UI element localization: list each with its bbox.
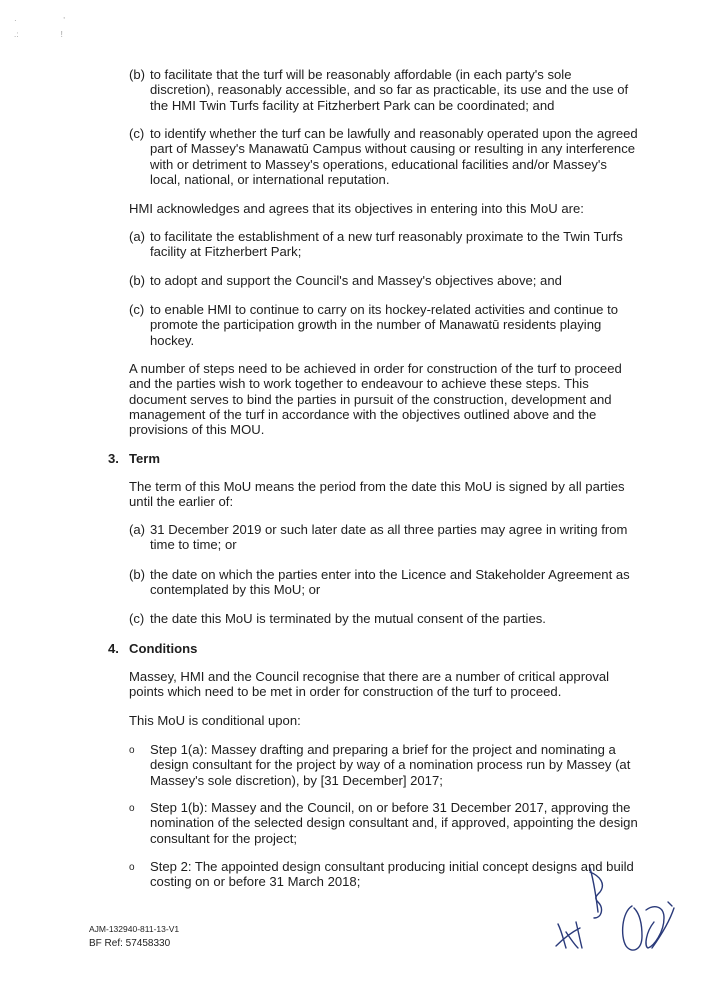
footer-bf-ref: BF Ref: 57458330 bbox=[89, 938, 171, 949]
section-number: 3. bbox=[108, 451, 119, 466]
paragraph-hmi-intro: HMI acknowledges and agrees that its objectives in entering into this MoU are: bbox=[129, 201, 584, 216]
list-item-label: (b) bbox=[129, 273, 146, 288]
handwritten-initials-signature bbox=[550, 862, 680, 962]
list-item-text: to facilitate the establishment of a new turf reasonably proximate to the Twin Turfs facility at Fitzherbert Park; bbox=[150, 229, 623, 260]
paragraph-steps: A number of steps need to be achieved in order for construction of the turf to proceed and the parties wish to work together to endeavour to achieve these steps. This document serves to bind the parties in pursuit of the construction, development and management of the turf in accordance with the objectives outlined above and the provisions of this MOU. bbox=[129, 361, 622, 438]
section-number: 4. bbox=[108, 641, 119, 656]
bullet-marker: o bbox=[129, 745, 135, 756]
section-title: Term bbox=[129, 451, 161, 466]
list-item-text: to adopt and support the Council's and Massey's objectives above; and bbox=[150, 273, 562, 288]
list-item-text: to enable HMI to continue to carry on its hockey-related activities and continue to promote the participation growth in the number of Manawatū residents playing hockey. bbox=[150, 302, 618, 348]
list-item-label: (b) bbox=[129, 67, 146, 82]
scan-artifact: · ' .: ! bbox=[14, 16, 65, 39]
bullet-text: Step 1(b): Massey and the Council, on or before 31 December 2017, approving the nomination of the selected design consultant and, if approved, appointing the design consultant for the project; bbox=[150, 800, 638, 846]
list-item-text: to identify whether the turf can be lawfully and reasonably operated upon the agreed part of Massey's Manawatū Campus without causing or resulting in any interference with or detriment to Massey's operations, educational facilities and/or Massey's local, national, or international reputation. bbox=[150, 126, 638, 187]
list-item-label: (c) bbox=[129, 302, 145, 317]
paragraph-conditional: This MoU is conditional upon: bbox=[129, 713, 301, 728]
list-item-label: (a) bbox=[129, 522, 146, 537]
list-item-text: to facilitate that the turf will be reasonably affordable (in each party's sole discretion), reasonably accessible, and so far as practicable, its use and the use of the HMI Twin Turfs facility at Fitzherbert Park can be coordinated; and bbox=[150, 67, 629, 113]
list-item-label: (a) bbox=[129, 229, 146, 244]
list-item-text: 31 December 2019 or such later date as all three parties may agree in writing from time to time; or bbox=[150, 522, 628, 553]
paragraph-conditions-intro: Massey, HMI and the Council recognise that there are a number of critical approval points which need to be met in order for construction of the turf to proceed. bbox=[129, 669, 610, 700]
list-item-text: the date this MoU is terminated by the mutual consent of the parties. bbox=[150, 611, 546, 626]
section-heading-term bbox=[108, 451, 160, 466]
section-heading-conditions bbox=[108, 641, 197, 656]
list-item-label: (c) bbox=[129, 611, 145, 626]
footer-doc-ref: AJM-132940-811-13-V1 bbox=[89, 924, 180, 934]
bullet-text: Step 1(a): Massey drafting and preparing a brief for the project and nominating a design consultant for the project by way of a nomination process run by Massey (at Massey's sole discretion), by [31 December] 2017; bbox=[150, 742, 631, 788]
section-title: Conditions bbox=[129, 641, 198, 656]
bullet-marker: o bbox=[129, 862, 135, 873]
paragraph-term-intro: The term of this MoU means the period from the date this MoU is signed by all parties until the earlier of: bbox=[129, 479, 625, 510]
bullet-marker: o bbox=[129, 803, 135, 814]
bullet-text: Step 2: The appointed design consultant producing initial concept designs and build costing on or before 31 March 2018; bbox=[150, 859, 634, 890]
list-item-label: (b) bbox=[129, 567, 146, 582]
list-item-text: the date on which the parties enter into the Licence and Stakeholder Agreement as contemplated by this MoU; or bbox=[150, 567, 630, 598]
list-item-label: (c) bbox=[129, 126, 145, 141]
